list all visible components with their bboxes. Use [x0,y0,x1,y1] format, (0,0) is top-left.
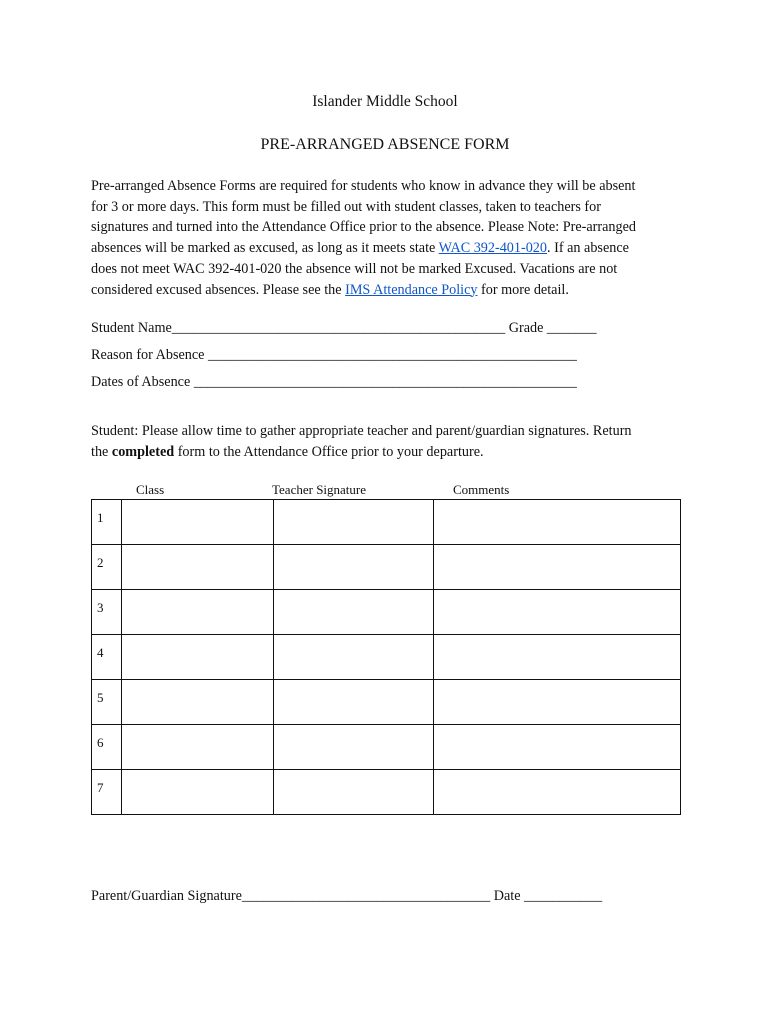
column-header-teacher-signature: Teacher Signature [272,482,367,497]
school-name: Islander Middle School [312,93,458,110]
row-number: 7 [92,770,122,815]
dates-field[interactable]: Dates of Absence ______________________________________________________ [91,374,577,390]
form-title: PRE-ARRANGED ABSENCE FORM [260,136,510,153]
row-number: 3 [92,590,122,635]
comments-cell[interactable] [434,590,681,635]
row-number: 1 [92,500,122,545]
class-cell[interactable] [122,545,274,590]
intro-line: Pre-arranged Absence Forms are required for students who know in advance they will be absent [91,178,636,194]
row-number: 2 [92,545,122,590]
instruction-line: Student: Please allow time to gather appropriate teacher and parent/guardian signatures. Return [91,423,632,439]
comments-cell[interactable] [434,770,681,815]
attendance-policy-link[interactable]: IMS Attendance Policy [345,281,478,298]
comments-cell[interactable] [434,500,681,545]
intro-text: . If an absence [547,240,629,257]
table-row [92,590,681,635]
class-cell[interactable] [122,590,274,635]
instruction-text: the [91,444,112,460]
intro-line [91,238,691,259]
intro-line [91,280,691,301]
comments-cell[interactable] [434,545,681,590]
teacher-signature-cell[interactable] [274,635,434,680]
column-header-class: Class [136,482,165,497]
class-cell[interactable] [122,725,274,770]
reason-field[interactable]: Reason for Absence ____________________________________________________ [91,347,577,363]
table-row [92,545,681,590]
student-name-grade-field[interactable]: Student Name_______________________________________________ Grade _______ [91,320,597,336]
intro-line: signatures and turned into the Attendance Office prior to the absence. Please Note: Pre-arranged [91,219,636,236]
table-row [92,770,681,815]
column-header-comments: Comments [453,482,510,497]
intro-paragraph [91,176,691,300]
table-row [92,500,681,545]
class-cell[interactable] [122,635,274,680]
class-cell[interactable] [122,500,274,545]
signature-table [91,499,681,815]
teacher-signature-cell[interactable] [274,500,434,545]
intro-text: considered excused absences. Please see the [91,281,346,298]
wac-link[interactable]: WAC 392-401-020 [438,240,547,257]
comments-cell[interactable] [434,635,681,680]
intro-line: does not meet WAC 392-401-020 the absence will not be marked Excused. Vacations are not [91,260,618,277]
intro-text: for more detail. [477,281,569,298]
teacher-signature-cell[interactable] [274,590,434,635]
intro-line: for 3 or more days. This form must be filled out with student classes, taken to teachers for [91,198,601,215]
teacher-signature-cell[interactable] [274,680,434,725]
teacher-signature-cell[interactable] [274,770,434,815]
row-number: 5 [92,680,122,725]
intro-text: absences will be marked as excused, as long as it meets state [91,240,439,257]
table-row [92,680,681,725]
row-number: 4 [92,635,122,680]
row-number: 6 [92,725,122,770]
comments-cell[interactable] [434,725,681,770]
class-cell[interactable] [122,770,274,815]
comments-cell[interactable] [434,680,681,725]
table-row [92,725,681,770]
student-instructions [91,421,632,463]
completed-emphasis: completed [111,444,175,460]
table-row [92,635,681,680]
class-cell[interactable] [122,680,274,725]
instruction-line [91,442,632,463]
instruction-text: form to the Attendance Office prior to your departure. [174,444,484,460]
parent-signature-date-field[interactable]: Parent/Guardian Signature___________________________________ Date ___________ [91,888,603,904]
teacher-signature-cell[interactable] [274,725,434,770]
teacher-signature-cell[interactable] [274,545,434,590]
